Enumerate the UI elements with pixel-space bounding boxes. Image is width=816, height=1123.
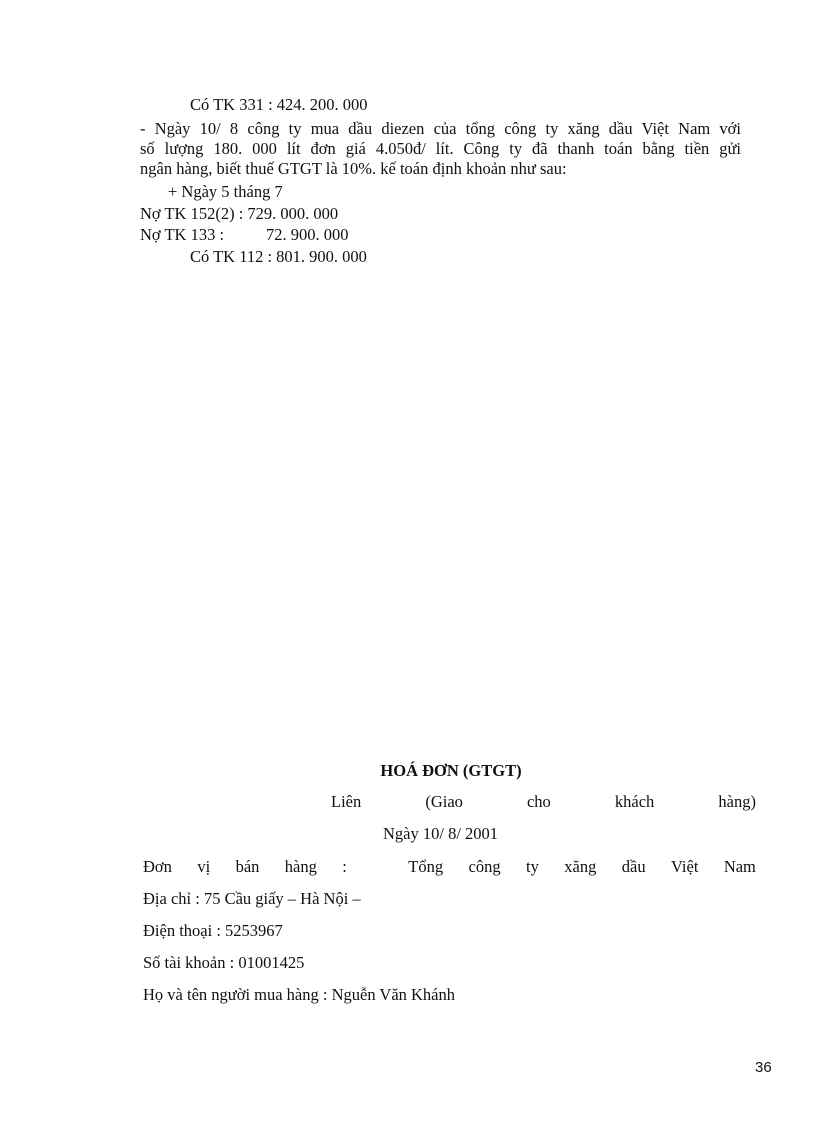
seller-word: dầu xyxy=(621,857,646,876)
seller-word: ty xyxy=(526,857,539,876)
buyer-name: Họ và tên người mua hàng : Nguễn Văn Khánh xyxy=(143,985,456,1004)
seller-word: vị xyxy=(197,857,211,876)
seller-phone: Điện thoại : 5253967 xyxy=(143,921,283,940)
journal-credit-112: Có TK 112 : 801. 900. 000 xyxy=(190,247,367,266)
transaction-line-1: - Ngày 10/ 8 công ty mua dầu diezen của tổng công ty xăng dầu Việt Nam với xyxy=(140,119,741,138)
seller-word: Việt xyxy=(670,857,699,876)
journal-debit-133-value: 72. 900. 000 xyxy=(266,225,349,244)
journal-debit-152: Nợ TK 152(2) : 729. 000. 000 xyxy=(140,204,339,223)
seller-word: : xyxy=(342,857,347,876)
seller-word: bán xyxy=(235,857,260,876)
seller-word: Đơn xyxy=(143,857,172,876)
seller-word: Nam xyxy=(723,857,756,876)
date-entry: + Ngày 5 tháng 7 xyxy=(168,182,283,201)
copy-word: cho xyxy=(526,792,551,811)
seller-account: Số tài khoản : 01001425 xyxy=(143,953,305,972)
seller-word: công xyxy=(468,857,501,876)
invoice-date: Ngày 10/ 8/ 2001 xyxy=(383,824,499,843)
invoice-copy-line xyxy=(331,792,756,812)
seller-word: xăng xyxy=(564,857,597,876)
seller-word: hàng xyxy=(284,857,317,876)
transaction-line-3: ngân hàng, biết thuế GTGT là 10%. kế toán định khoản như sau: xyxy=(140,159,567,178)
invoice-title: HOÁ ĐƠN (GTGT) xyxy=(380,761,522,780)
seller-address: Địa chỉ : 75 Cầu giấy – Hà Nội – xyxy=(143,889,361,908)
copy-word: Liên xyxy=(331,792,362,811)
seller-word: Tổng xyxy=(408,857,444,876)
seller-line xyxy=(143,857,756,877)
journal-credit-331: Có TK 331 : 424. 200. 000 xyxy=(190,95,368,114)
copy-word: khách xyxy=(614,792,655,811)
journal-debit-133-label: Nợ TK 133 : xyxy=(140,225,225,244)
transaction-line-2: số lượng 180. 000 lít đơn giá 4.050đ/ lít. Công ty đã thanh toán bằng tiền gửi xyxy=(140,139,741,158)
transaction-description xyxy=(140,119,741,179)
copy-word: hàng) xyxy=(718,792,756,811)
copy-word: (Giao xyxy=(425,792,463,811)
page-number: 36 xyxy=(755,1059,772,1076)
